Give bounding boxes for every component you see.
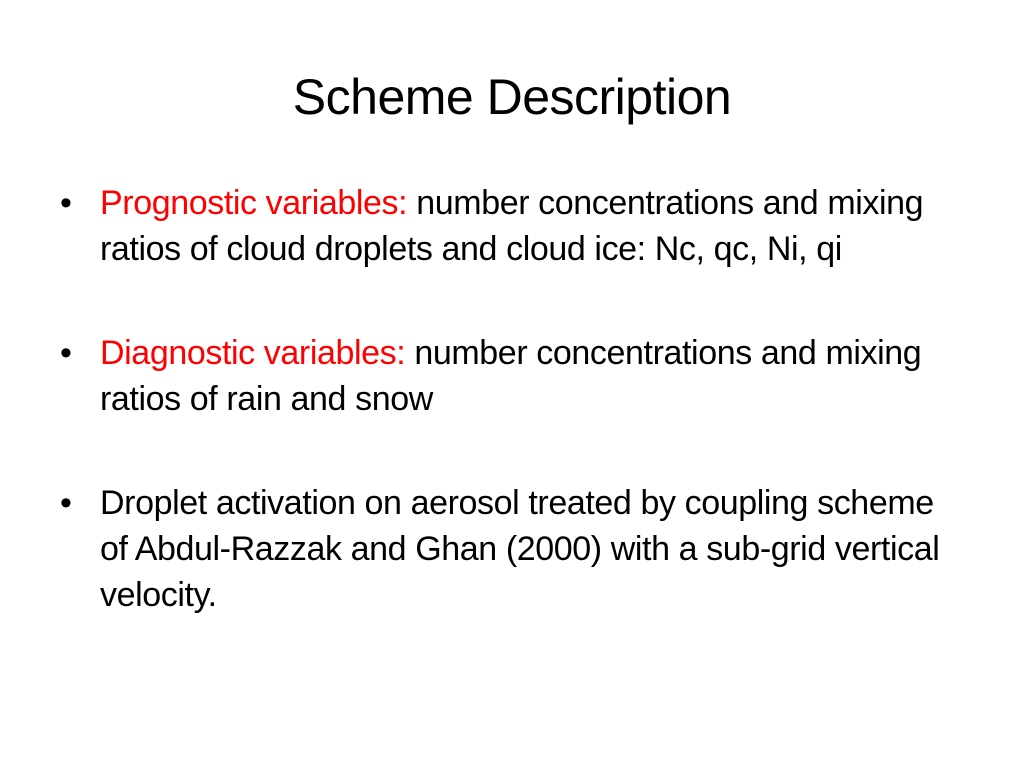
bullet-body-text: number concentrations and mixing ratios of rain and snow [100, 334, 922, 418]
bullet-lead-text: Prognostic variables: [100, 184, 417, 222]
bullet-item-diagnostic [60, 330, 960, 422]
bullet-dot-icon: • [60, 484, 72, 522]
bullet-item-droplet-activation [60, 480, 960, 618]
bullet-item-prognostic [60, 180, 960, 272]
bullet-dot-icon: • [60, 334, 72, 372]
bullet-lead-text: Diagnostic variables: [100, 334, 415, 372]
bullet-list [60, 180, 960, 676]
bullet-dot-icon: • [60, 184, 72, 222]
bullet-body-text: number concentrations and mixing ratios of cloud droplets and cloud ice: Nc, qc, Ni, qi [100, 184, 924, 268]
bullet-body-text: Droplet activation on aerosol treated by coupling scheme of Abdul-Razzak and Ghan (2000) with a sub-grid vertical velocity. [100, 484, 940, 614]
slide-title: Scheme Description [292, 69, 732, 125]
